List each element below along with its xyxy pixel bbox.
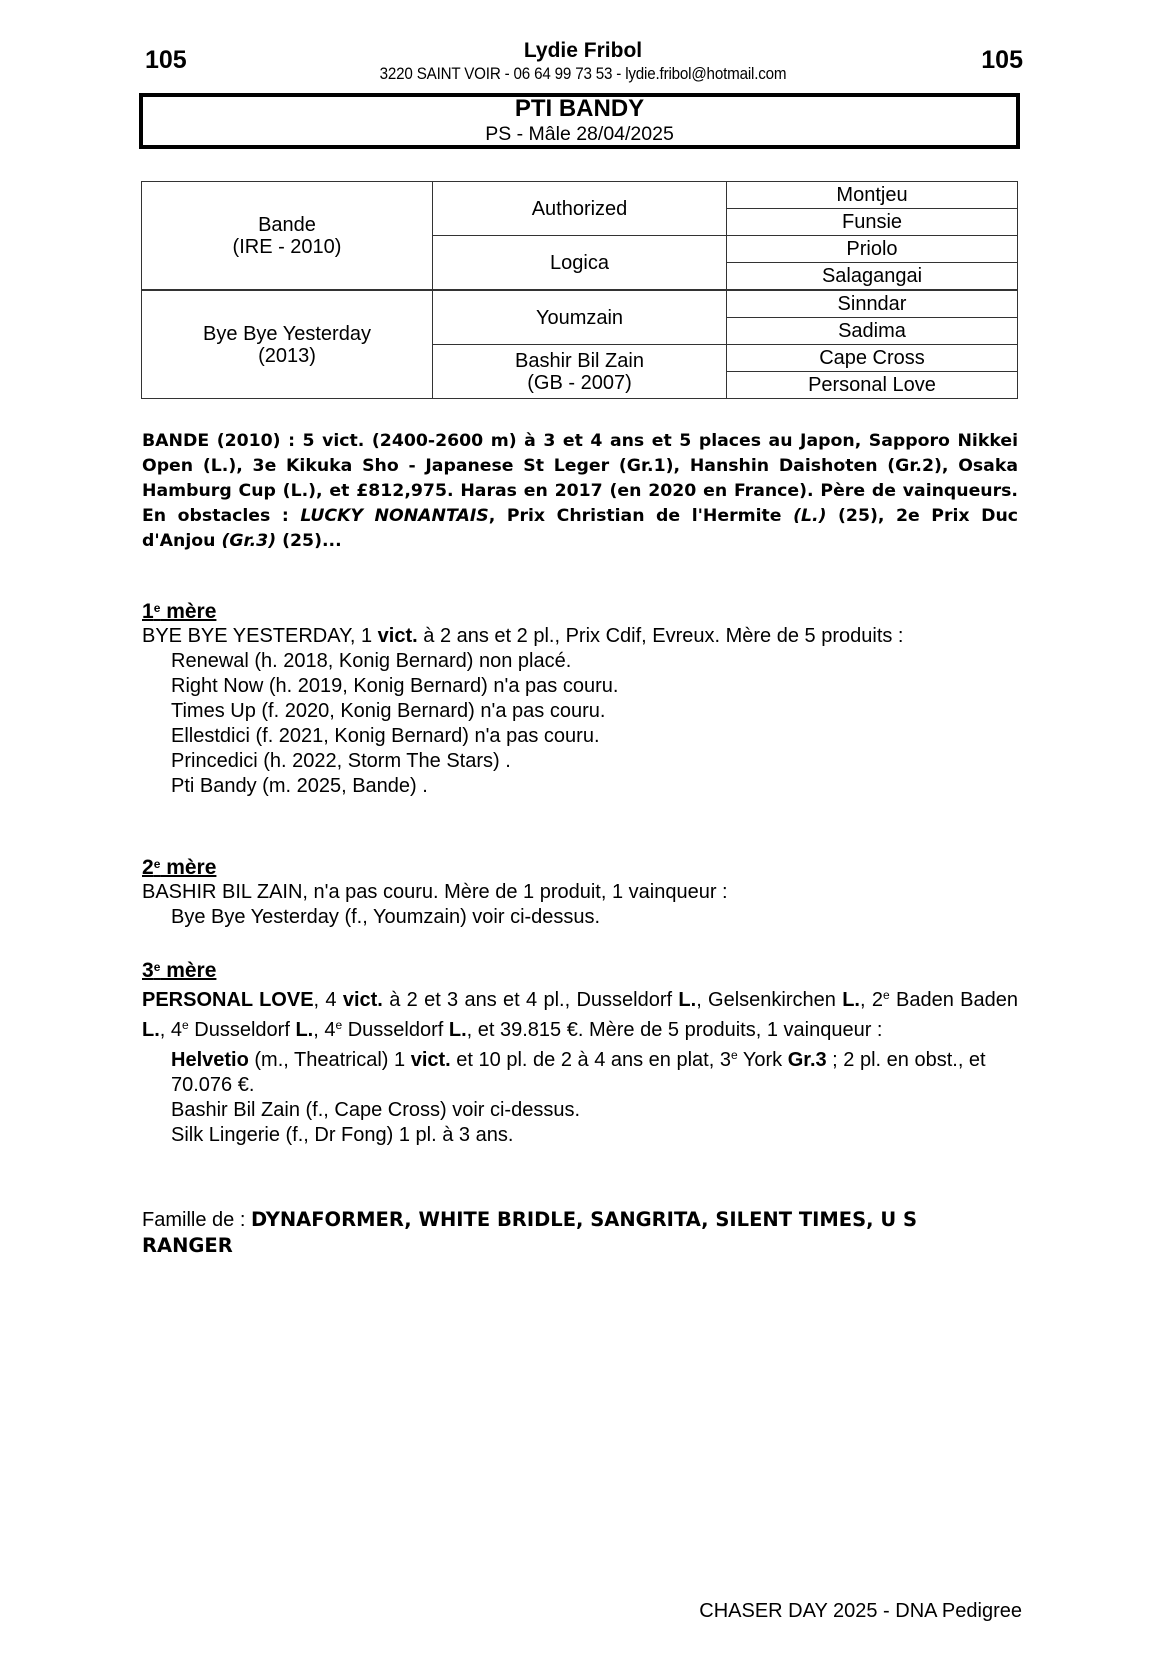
- dam-name-bold: PERSONAL LOVE: [142, 989, 314, 1011]
- pedigree-dam-sire: Youmzain: [433, 290, 727, 345]
- first-dam-heading: [142, 596, 1018, 624]
- heading-num: 2: [142, 856, 154, 879]
- produce-item: Ellestdici (f. 2021, Konig Bernard) n'a pas couru.: [171, 725, 600, 747]
- heading-text: mère: [160, 959, 217, 982]
- third-dam-intro: [142, 983, 1018, 1043]
- produce-item: Bashir Bil Zain (f., Cape Cross) voir ci-dessus.: [171, 1099, 581, 1121]
- pedigree-dam-dam: [433, 345, 727, 399]
- text-bold: Helvetio: [171, 1049, 249, 1071]
- sup: e: [335, 1018, 343, 1032]
- pedigree-sire-dam: Logica: [433, 236, 727, 291]
- page-footer: CHASER DAY 2025 - DNA Pedigree: [699, 1600, 1022, 1622]
- text-bold: vict.: [377, 625, 418, 647]
- second-dam-intro: BASHIR BIL ZAIN, n'a pas couru. Mère de 1 produit, 1 vainqueur :: [142, 881, 728, 903]
- text: ,: [313, 1019, 325, 1041]
- sire-summary-italic: (Gr.3): [221, 531, 277, 551]
- produce-item-helvetio: [142, 1043, 1018, 1098]
- horse-name: PTI BANDY: [514, 95, 645, 122]
- sire-info: (IRE - 2010): [232, 235, 342, 258]
- text: 4: [324, 1019, 336, 1041]
- text: 2: [871, 989, 883, 1011]
- sire-name: Bande: [258, 213, 316, 236]
- family-line: [142, 1207, 942, 1259]
- produce-item: Bye Bye Yesterday (f., Youmzain) voir ci-dessus.: [171, 906, 601, 928]
- pedigree-sire-sire: Authorized: [433, 182, 727, 236]
- second-dam-section: [142, 852, 1018, 930]
- heading-sup: e: [153, 857, 161, 871]
- text: et 10 pl. de 2 à 4 ans en plat, 3: [450, 1049, 731, 1071]
- lot-number-right: 105: [981, 46, 1023, 74]
- text: ,: [159, 1019, 171, 1041]
- third-dam-section: [142, 955, 1018, 1148]
- sire-summary-italic: (L.): [793, 506, 827, 526]
- heading-num: 3: [142, 959, 154, 982]
- second-dam-heading: [142, 852, 1018, 880]
- pedigree-table: [141, 181, 1018, 399]
- text: (m., Theatrical) 1: [248, 1049, 411, 1071]
- sire-summary: [142, 429, 1018, 554]
- text: , 4: [313, 989, 343, 1011]
- text: à 2 et 3 ans et 4 pl., Dusseldorf: [382, 989, 679, 1011]
- text: , Gelsenkirchen: [696, 989, 843, 1011]
- text-bold: L.: [678, 989, 697, 1011]
- pedigree-sire: [142, 182, 433, 291]
- sup: e: [182, 1018, 189, 1032]
- pedigree-dam: [142, 290, 433, 399]
- first-dam-intro: [142, 624, 1018, 649]
- sup: e: [730, 1048, 738, 1062]
- heading-sup: e: [153, 960, 161, 974]
- sire-summary-italic: LUCKY NONANTAIS: [300, 506, 489, 526]
- sire-summary-text: , Prix Christian de l'Hermite: [488, 506, 794, 526]
- text-bold: L.: [142, 1019, 160, 1041]
- first-dam-section: [142, 596, 1018, 799]
- produce-item: Silk Lingerie (f., Dr Fong) 1 pl. à 3 ans.: [171, 1124, 514, 1146]
- dam-info: (2013): [258, 344, 316, 367]
- text: Dusseldorf: [342, 1019, 449, 1041]
- heading-num: 1: [142, 600, 154, 623]
- produce-item: Times Up (f. 2020, Konig Bernard) n'a pas couru.: [171, 700, 606, 722]
- pedigree-gen3: Priolo: [727, 236, 1018, 263]
- text-bold: L.: [842, 989, 860, 1011]
- horse-title-box: [139, 93, 1020, 149]
- text: , et 39.815 €. Mère de 5 produits, 1 vainqueur :: [466, 1019, 883, 1041]
- sire-summary-text: BANDE (2010) : 5 vict. (2400-2600 m) à 3 et 4 ans et 5 places au Japon, Sapporo Nikkei Open (L.), 3e Kikuka Sho - Japanese St Leger (Gr.1), Hanshin Daishoten (Gr.2), Osaka Hamburg Cup (L.), et £812,975. Haras en 2017 (en 2020 en France). Père de vainqueurs. En obstacles :: [142, 431, 1018, 526]
- pedigree-gen3: Sadima: [727, 318, 1018, 345]
- text: BYE BYE YESTERDAY, 1: [142, 625, 378, 647]
- horse-details: PS - Mâle 28/04/2025: [485, 123, 674, 145]
- pedigree-gen3: Personal Love: [727, 372, 1018, 399]
- produce-item: Princedici (h. 2022, Storm The Stars) .: [171, 750, 511, 772]
- text: ; 2 pl. en obst., et 70.076 €.: [171, 1049, 986, 1096]
- heading-text: mère: [160, 600, 217, 623]
- text: ,: [860, 989, 872, 1011]
- produce-item: Right Now (h. 2019, Konig Bernard) n'a pas couru.: [171, 675, 619, 697]
- pedigree-gen3: Funsie: [727, 209, 1018, 236]
- family-label: Famille de :: [142, 1209, 251, 1231]
- dam-dam-name: Bashir Bil Zain: [515, 349, 644, 372]
- seller-header: [0, 38, 1166, 84]
- seller-contact: 3220 SAINT VOIR - 06 64 99 73 53 - lydie.fribol@hotmail.com: [379, 65, 787, 83]
- pedigree-gen3: Montjeu: [727, 182, 1018, 209]
- text: 4: [170, 1019, 183, 1041]
- produce-item: Pti Bandy (m. 2025, Bande) .: [171, 775, 428, 797]
- pedigree-gen3: Cape Cross: [727, 345, 1018, 372]
- sire-summary-text: (25), 2e Prix Duc d'Anjou: [142, 506, 1018, 551]
- seller-name: Lydie Fribol: [523, 39, 643, 62]
- text: Baden Baden: [889, 989, 1018, 1011]
- dam-name: Bye Bye Yesterday: [203, 322, 371, 345]
- family-names: DYNAFORMER, WHITE BRIDLE, SANGRITA, SILENT TIMES, U S RANGER: [142, 1208, 918, 1257]
- dam-dam-info: (GB - 2007): [527, 371, 632, 394]
- text-bold: Gr.3: [787, 1049, 827, 1071]
- heading-sup: e: [153, 601, 161, 615]
- text: Dusseldorf: [188, 1019, 296, 1041]
- third-dam-heading: [142, 955, 1018, 983]
- heading-text: mère: [160, 856, 217, 879]
- sire-summary-text: (25)...: [276, 531, 342, 551]
- text: York: [737, 1049, 788, 1071]
- pedigree-gen3: Sinndar: [727, 290, 1018, 318]
- text-bold: vict.: [342, 989, 383, 1011]
- text: à 2 ans et 2 pl., Prix Cdif, Evreux. Mère de 5 produits :: [417, 625, 904, 647]
- text-bold: vict.: [410, 1049, 451, 1071]
- pedigree-gen3: Salagangai: [727, 263, 1018, 291]
- lot-number-left: 105: [145, 46, 187, 74]
- sup: e: [883, 988, 890, 1002]
- produce-item: Renewal (h. 2018, Konig Bernard) non placé.: [171, 650, 572, 672]
- text-bold: L.: [448, 1019, 467, 1041]
- text-bold: L.: [295, 1019, 314, 1041]
